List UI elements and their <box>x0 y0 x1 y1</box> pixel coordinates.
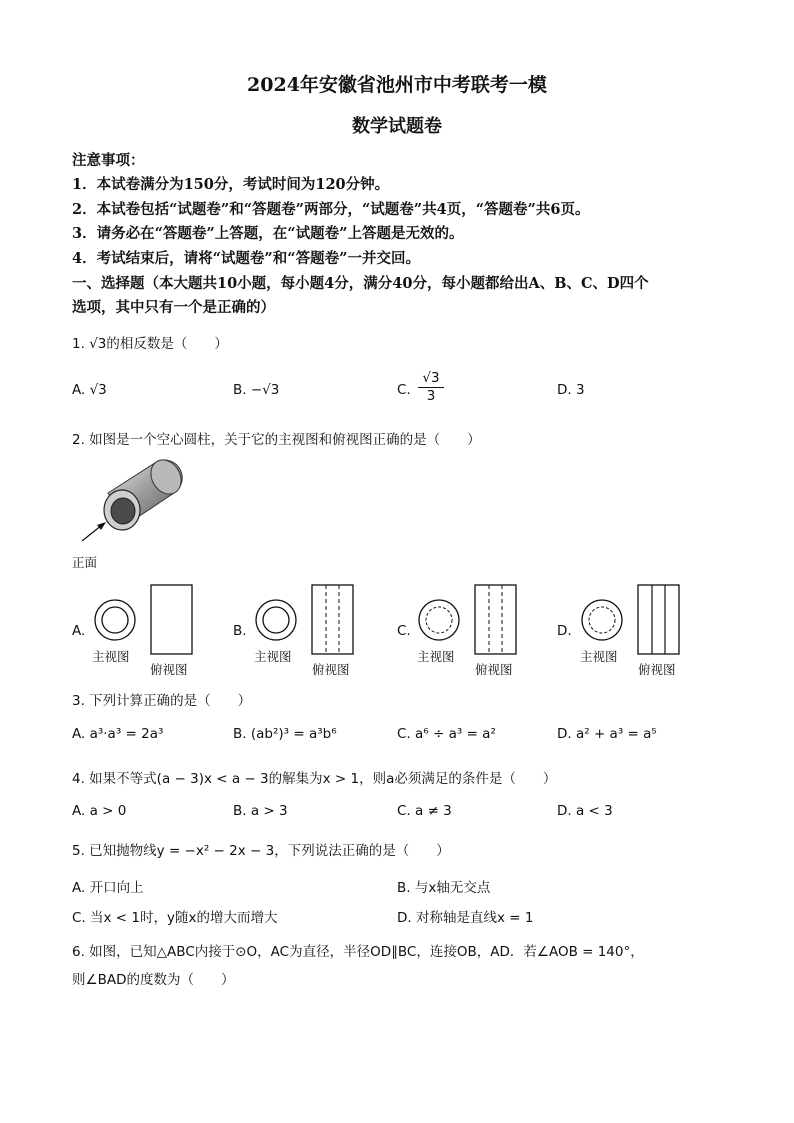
q2-option-a-label: A. <box>72 623 86 639</box>
note-item-4: 4．考试结束后，请将“试题卷”和“答题卷”一并交回。 <box>72 250 420 267</box>
q2-stem: 2. 如图是一个空心圆柱，关于它的主视图和俯视图正确的是（ ） <box>72 432 481 448</box>
hollow-cylinder-figure <box>70 455 190 565</box>
section-heading-line2: 选项，其中只有一个是正确的） <box>72 299 275 316</box>
q2-option-b-top-view <box>311 584 355 656</box>
q2-option-d-top-caption: 俯视图 <box>638 662 676 677</box>
q2-option-d-main-caption: 主视图 <box>580 649 618 664</box>
q1-option-d: D. 3 <box>557 382 585 398</box>
q1-option-c-label: C. <box>397 382 411 398</box>
q4-option-c: C. a ≠ 3 <box>397 803 452 819</box>
q6-stem-line1: 6. 如图，已知△ABC内接于⊙O，AC为直径，半径OD∥BC，连接OB，AD．若∠AOB = 140°， <box>72 944 644 960</box>
q2-option-b-label: B. <box>233 623 247 639</box>
q3-option-c: C. a⁶ ÷ a³ = a² <box>397 726 496 742</box>
q1-option-b: B. −√3 <box>233 382 280 398</box>
q2-option-a-main-caption: 主视图 <box>92 649 130 664</box>
q5-option-a: A. 开口向上 <box>72 880 144 896</box>
q2-option-c-main-caption: 主视图 <box>417 649 455 664</box>
q2-option-d-label: D. <box>557 623 572 639</box>
q3-option-d: D. a² + a³ = a⁵ <box>557 726 657 742</box>
q4-option-a: A. a > 0 <box>72 803 127 819</box>
q3-option-a: A. a³·a³ = 2a³ <box>72 726 164 742</box>
q2-option-b-main-view <box>254 598 298 642</box>
q2-option-d-top-view <box>637 584 681 656</box>
cylinder-hole <box>111 498 135 524</box>
front-label: 正面 <box>72 555 98 570</box>
q1-option-a: A. √3 <box>72 382 107 398</box>
q2-option-b-top-caption: 俯视图 <box>312 662 350 677</box>
q2-option-a-main-view <box>93 598 137 642</box>
q2-option-a-top-caption: 俯视图 <box>150 662 188 677</box>
front-arrow-head <box>97 522 106 530</box>
q1-option-c-numerator: √3 <box>418 370 444 388</box>
q5-stem: 5. 已知抛物线y = −x² − 2x − 3，下列说法正确的是（ ） <box>72 843 450 859</box>
exam-title: 2024年安徽省池州市中考联考一模 <box>247 74 547 96</box>
q4-stem: 4. 如果不等式(a − 3)x < a − 3的解集为x > 1，则a必须满足的条件是（ ） <box>72 771 557 787</box>
q2-option-a-top-view <box>150 584 194 656</box>
section-heading-line1: 一、选择题（本大题共10小题，每小题4分，满分40分，每小题都给出A、B、C、D四个 <box>72 275 649 292</box>
q1-text: √3的相反数是（ ） <box>89 336 228 352</box>
q4-option-d: D. a < 3 <box>557 803 613 819</box>
q5-option-c: C. 当x < 1时，y随x的增大而增大 <box>72 910 278 926</box>
q2-option-c-top-view <box>474 584 518 656</box>
q1-stem <box>72 332 228 352</box>
q4-option-b: B. a > 3 <box>233 803 288 819</box>
q5-option-d: D. 对称轴是直线x = 1 <box>397 910 534 926</box>
q1-number: 1. <box>72 336 85 352</box>
q1-option-c-denominator: 3 <box>426 388 436 404</box>
note-item-1: 1．本试卷满分为150分，考试时间为120分钟。 <box>72 176 390 193</box>
q2-option-d-main-view <box>580 598 624 642</box>
q2-option-c-main-view <box>417 598 461 642</box>
q2-option-c-label: C. <box>397 623 411 639</box>
q2-option-b-main-caption: 主视图 <box>254 649 292 664</box>
q3-option-b: B. (ab²)³ = a³b⁶ <box>233 726 337 742</box>
q2-option-c-top-caption: 俯视图 <box>475 662 513 677</box>
q6-stem-line2: 则∠BAD的度数为（ ） <box>72 972 235 988</box>
q5-option-b: B. 与x轴无交点 <box>397 880 491 896</box>
q1-option-c-fraction <box>418 370 444 404</box>
note-item-3: 3．请务必在“答题卷”上答题，在“试题卷”上答题是无效的。 <box>72 225 464 242</box>
exam-subtitle: 数学试题卷 <box>352 116 442 137</box>
notes-heading: 注意事项： <box>72 152 145 169</box>
note-item-2: 2．本试卷包括“试题卷”和“答题卷”两部分，“试题卷”共4页，“答题卷”共6页。 <box>72 201 590 218</box>
q3-stem: 3. 下列计算正确的是（ ） <box>72 693 252 709</box>
